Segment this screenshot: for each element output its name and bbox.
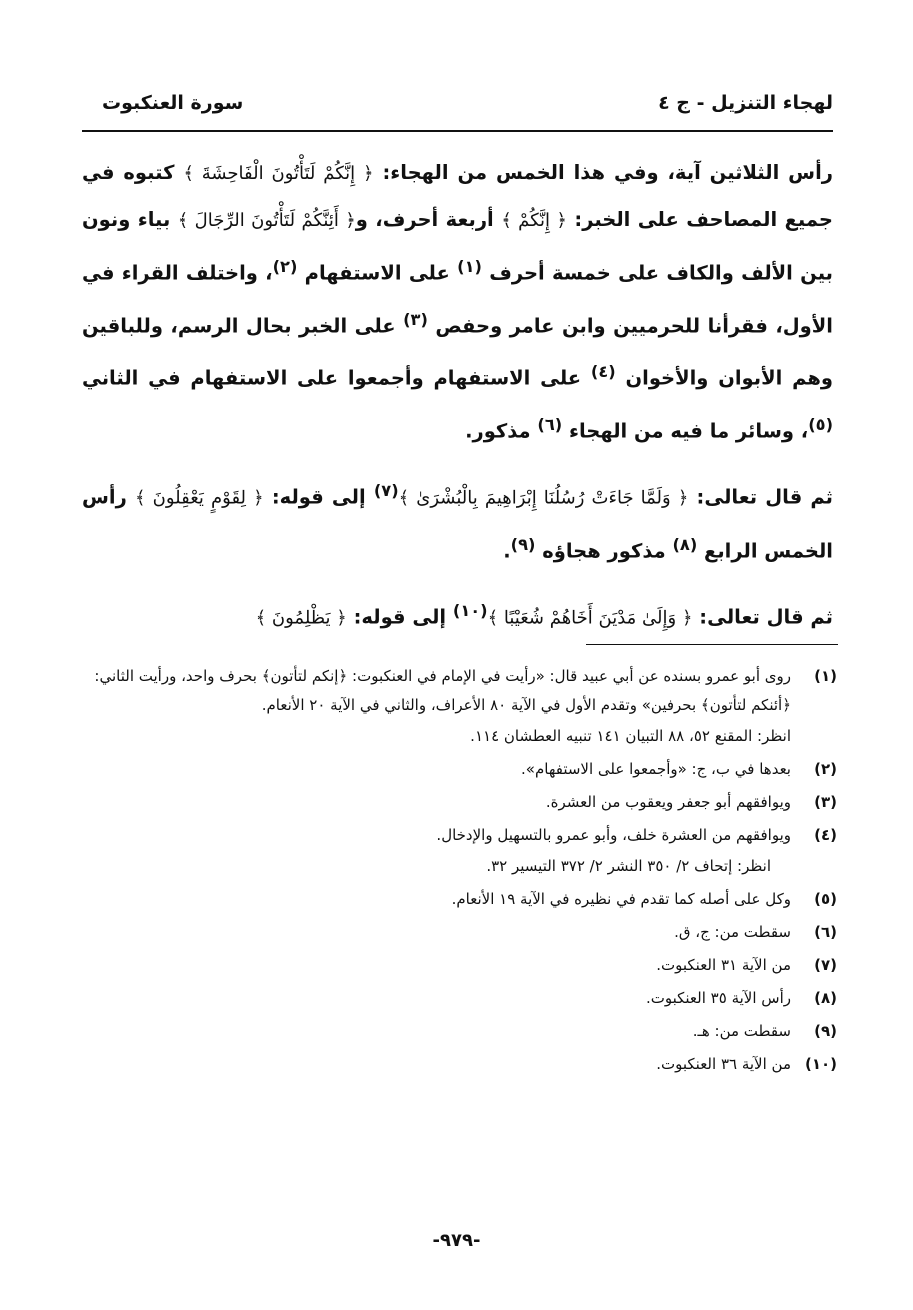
footnote-number: (٧) bbox=[814, 956, 837, 974]
footnote-ref[interactable]: (٧) bbox=[373, 481, 399, 500]
text-span: رأس الخمس الرابع bbox=[82, 485, 833, 562]
main-text bbox=[82, 150, 833, 656]
footnote-text: رأس الآية ٣٥ العنكبوت. bbox=[645, 989, 791, 1007]
footnote-item bbox=[82, 1050, 837, 1079]
footnote-number: (١) bbox=[814, 667, 837, 685]
footnote-reference: انظر: المقنع ٥٢، ٨٨ التبيان ١٤١ تنبيه العطشان ١١٤. bbox=[470, 727, 791, 745]
footnote-item bbox=[82, 788, 837, 817]
footnote-reference: انظر: إتحاف ٢/ ٣٥٠ النشر ٢/ ٣٧٢ التيسير ٣٢. bbox=[486, 857, 771, 875]
footnote-ref[interactable]: (٤) bbox=[590, 362, 616, 381]
footnote-text: ويوافقهم أبو جعفر ويعقوب من العشرة. bbox=[545, 793, 791, 811]
quran-quote: ﴿ لِقَوْمٍ يَعْقِلُونَ ﴾ bbox=[134, 487, 264, 509]
text-span: على الاستفهام bbox=[297, 261, 458, 285]
footnote-number: (٦) bbox=[814, 923, 837, 941]
footnote-item bbox=[82, 918, 837, 947]
footnote-text: روى أبو عمرو بسنده عن أبي عبيد قال: «رأيت في الإمام في العنكبوت: ﴿إنكم لتأتون﴾ بحرف واحد، ورأيت الثاني: ﴿أئنكم لتأتون﴾ بحرفين» وتقدم الأول في الآية ٨٠ الأعراف، والثاني في الآية ٢٠ الأنعام. bbox=[94, 667, 791, 714]
footnote-item bbox=[82, 755, 837, 784]
footnote-ref[interactable]: (٢) bbox=[272, 257, 298, 276]
text-span: مذكور هجاؤه bbox=[535, 539, 673, 562]
text-span: إلى قوله: bbox=[346, 605, 453, 629]
footnote-ref[interactable]: (٣) bbox=[403, 309, 428, 329]
paragraph-2 bbox=[82, 468, 833, 574]
footnote-text: ويوافقهم من العشرة خلف، وأبو عمرو بالتسهيل والإدخال. bbox=[436, 826, 791, 844]
footnote-divider bbox=[586, 644, 838, 645]
footnote-number: (٩) bbox=[814, 1022, 837, 1040]
text-span: كتبوه في جميع المصاحف على الخبر: bbox=[82, 161, 833, 231]
footnote-item bbox=[82, 1017, 837, 1046]
quran-quote: ﴿ إِنَّكُمْ لَتَأْتُونَ الْفَاحِشَةَ ﴾ bbox=[183, 163, 374, 184]
text-span: على الخبر بحال الرسم، وللباقين وهم الأبوان والأخوان bbox=[82, 314, 833, 390]
surah-title: سورة العنكبوت bbox=[102, 92, 244, 114]
footnote-item bbox=[82, 662, 837, 751]
text-span: ، واختلف القراء في الأول، فقرأنا للحرميين وابن عامر وحفص bbox=[82, 261, 833, 337]
footnote-number: (٢) bbox=[814, 760, 837, 778]
footnote-text: سقطت من: ج، ق. bbox=[674, 923, 791, 941]
footnote-number: (٤) bbox=[814, 826, 837, 844]
quran-quote: ﴿ وَإِلَىٰ مَدْيَنَ أَخَاهُمْ شُعَيْبًا ﴾ bbox=[487, 607, 693, 629]
page-number: -٩٧٩- bbox=[432, 1230, 481, 1251]
text-span: ثم قال تعالى: bbox=[688, 485, 833, 509]
book-title: لهجاء التنزيل - ج ٤ bbox=[658, 92, 833, 114]
quran-quote: ﴿ إِنَّكُمْ ﴾ bbox=[501, 210, 567, 231]
text-span: ، وسائر ما فيه من الهجاء bbox=[562, 419, 809, 442]
quran-quote: ﴿ أَئِنَّكُمْ لَتَأْتُونَ الرِّجَالَ ﴾ bbox=[177, 210, 356, 231]
footnote-number: (٥) bbox=[814, 890, 837, 908]
text-span: أربعة أحرف، و bbox=[355, 208, 502, 231]
text-span: ثم قال تعالى: bbox=[692, 605, 833, 629]
footnote-number: (١٠) bbox=[804, 1055, 837, 1073]
footnote-item bbox=[82, 821, 837, 881]
footnote-ref[interactable]: (١٠) bbox=[452, 601, 488, 620]
footnote-text: من الآية ٣٦ العنكبوت. bbox=[656, 1055, 791, 1073]
footnote-text: بعدها في ب، ج: «وأجمعوا على الاستفهام». bbox=[521, 760, 791, 778]
footnote-number: (٨) bbox=[814, 989, 837, 1007]
footnotes-list bbox=[82, 662, 837, 1083]
text-span: بياء ونون بين الألف والكاف على خمسة أحرف bbox=[82, 208, 833, 285]
text-span: رأس الثلاثين آية، وفي هذا الخمس من الهجاء: bbox=[373, 161, 833, 184]
footnote-ref[interactable]: (٩) bbox=[510, 534, 536, 554]
text-span: إلى قوله: bbox=[263, 485, 374, 509]
quran-quote: ﴿ وَلَمَّا جَاءَتْ رُسُلُنَا إِبْرَاهِيمَ بِالْبُشْرَىٰ ﴾ bbox=[398, 487, 689, 509]
footnote-ref[interactable]: (٥) bbox=[808, 414, 833, 434]
text-span: مذكور. bbox=[465, 419, 538, 442]
footnote-text: وكل على أصله كما تقدم في نظيره في الآية ١٩ الأنعام. bbox=[451, 890, 791, 908]
quran-quote: ﴿ يَظْلِمُونَ ﴾ bbox=[255, 607, 347, 629]
footnote-item bbox=[82, 885, 837, 914]
footnote-ref[interactable]: (١) bbox=[457, 257, 482, 276]
footnote-item bbox=[82, 984, 837, 1013]
page-header bbox=[82, 82, 833, 132]
footnote-ref[interactable]: (٨) bbox=[672, 534, 698, 554]
text-span: . bbox=[503, 539, 511, 562]
footnote-ref[interactable]: (٦) bbox=[537, 414, 563, 434]
paragraph-1 bbox=[82, 150, 833, 454]
footnote-text: من الآية ٣١ العنكبوت. bbox=[656, 956, 791, 974]
paragraph-3 bbox=[82, 588, 833, 642]
footnote-text: سقطت من: هـ. bbox=[692, 1022, 791, 1040]
footnote-item bbox=[82, 951, 837, 980]
footnote-number: (٣) bbox=[814, 793, 837, 811]
text-span: على الاستفهام وأجمعوا على الاستفهام في الثاني bbox=[82, 366, 591, 390]
